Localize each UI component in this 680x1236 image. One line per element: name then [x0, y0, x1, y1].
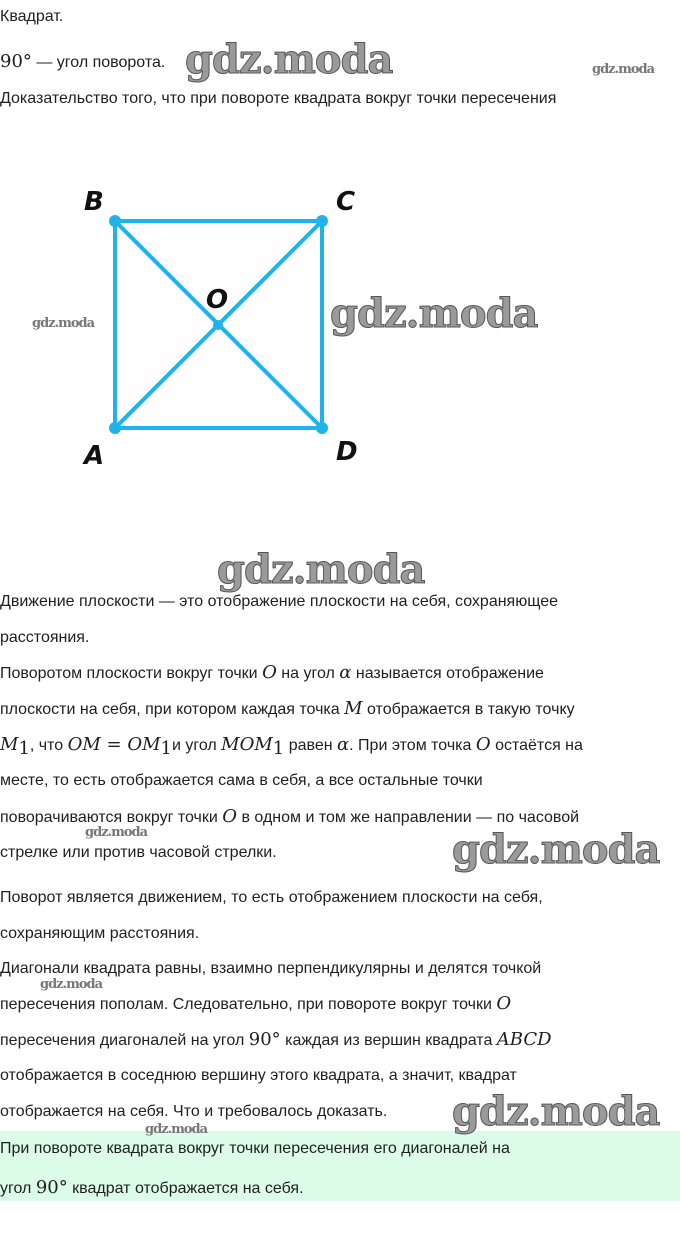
- math-equation: OM = OM: [67, 734, 161, 755]
- proof-line: отображается на себя. Что и требовалось доказать.: [0, 1103, 388, 1120]
- angle-math: 90°: [0, 51, 32, 72]
- point-o: [213, 320, 223, 330]
- watermark: gdz.moda: [32, 316, 95, 331]
- text: на угол: [276, 665, 340, 682]
- text: пересечения диагоналей на угол: [0, 1032, 249, 1049]
- conclusion-line: [0, 1178, 304, 1199]
- conclusion-line: При повороте квадрата вокруг точки пересечения его диагоналей на: [0, 1140, 510, 1157]
- angle-text: — угол поворота.: [31, 54, 166, 71]
- watermark: gdz.moda: [592, 62, 655, 77]
- math-deg: 90°: [35, 1177, 68, 1198]
- subscript: 1: [272, 738, 285, 760]
- text: . При этом точка: [349, 737, 476, 754]
- watermark: gdz.moda: [85, 825, 148, 840]
- subscript: 1: [160, 738, 172, 760]
- text: равен: [284, 737, 337, 754]
- point-c: [316, 215, 328, 227]
- proof-line: Диагонали квадрата равны, взаимно перпендикулярны и делятся точкой: [0, 960, 542, 977]
- text: Поворотом плоскости вокруг точки: [0, 665, 263, 682]
- math-alpha: α: [339, 662, 352, 683]
- watermark: gdz.moda: [330, 290, 538, 337]
- point-a: [109, 422, 121, 434]
- proof-line: [0, 1030, 552, 1051]
- rotation-motion-line: Поворот является движением, то есть отображением плоскости на себя,: [0, 889, 543, 906]
- text: , что: [29, 737, 68, 754]
- subscript: 1: [18, 738, 30, 760]
- def-rotation-line: месте, то есть отображается сама в себя, а все остальные точки: [0, 772, 483, 789]
- math-o: O: [496, 993, 512, 1014]
- text: каждая из вершин квадрата: [280, 1032, 497, 1049]
- math-alpha: α: [337, 734, 350, 755]
- proof-intro: Доказательство того, что при повороте квадрата вокруг точки пересечения: [0, 90, 557, 107]
- title: Квадрат.: [0, 8, 64, 25]
- text: остаётся на: [490, 737, 583, 754]
- label-o: O: [206, 285, 229, 315]
- text: пересечения пополам. Следовательно, при повороте вокруг точки: [0, 996, 497, 1013]
- text: называется отображение: [351, 665, 544, 682]
- label-d: D: [336, 437, 358, 467]
- watermark: gdz.moda: [452, 1088, 660, 1135]
- proof-line: отображается в соседнюю вершину этого квадрата, а значит, квадрат: [0, 1067, 517, 1084]
- text: в одном и том же направлении — по часовой: [237, 809, 580, 826]
- watermark: gdz.moda: [185, 36, 393, 83]
- math-o: O: [222, 806, 238, 827]
- math-abcd: ABCD: [496, 1029, 552, 1050]
- proof-line: [0, 994, 511, 1015]
- def-rotation-line: [0, 735, 583, 759]
- text: и угол: [171, 737, 222, 754]
- def-rotation-line: [0, 663, 544, 684]
- text: поворачиваются вокруг точки: [0, 809, 223, 826]
- rotation-motion-line: сохраняющим расстояния.: [0, 925, 200, 942]
- watermark: gdz.moda: [452, 826, 660, 873]
- label-b: B: [84, 187, 104, 217]
- math-o: O: [262, 662, 277, 683]
- watermark: gdz.moda: [40, 977, 103, 992]
- label-c: C: [336, 187, 356, 217]
- label-a: A: [84, 441, 105, 471]
- math-angle: MOM: [221, 734, 273, 755]
- watermark: gdz.moda: [145, 1122, 208, 1137]
- text: плоскости на себя, при котором каждая точка: [0, 701, 345, 718]
- point-d: [316, 422, 328, 434]
- math-deg: 90°: [248, 1029, 281, 1050]
- math-m: M: [344, 698, 363, 719]
- def-rotation-line: [0, 699, 575, 720]
- def-motion-line: расстояния.: [0, 629, 90, 646]
- text: квадрат отображается на себя.: [67, 1180, 304, 1197]
- watermark: gdz.moda: [217, 546, 425, 593]
- math-o: O: [475, 734, 491, 755]
- text: отображается в такую точку: [362, 701, 575, 718]
- def-rotation-line: стрелке или против часовой стрелки.: [0, 844, 277, 861]
- text: угол: [0, 1180, 36, 1197]
- angle-line: [0, 52, 165, 73]
- math-m1: M: [0, 734, 19, 755]
- point-b: [109, 215, 121, 227]
- def-motion-line: Движение плоскости — это отображение плоскости на себя, сохраняющее: [0, 593, 558, 610]
